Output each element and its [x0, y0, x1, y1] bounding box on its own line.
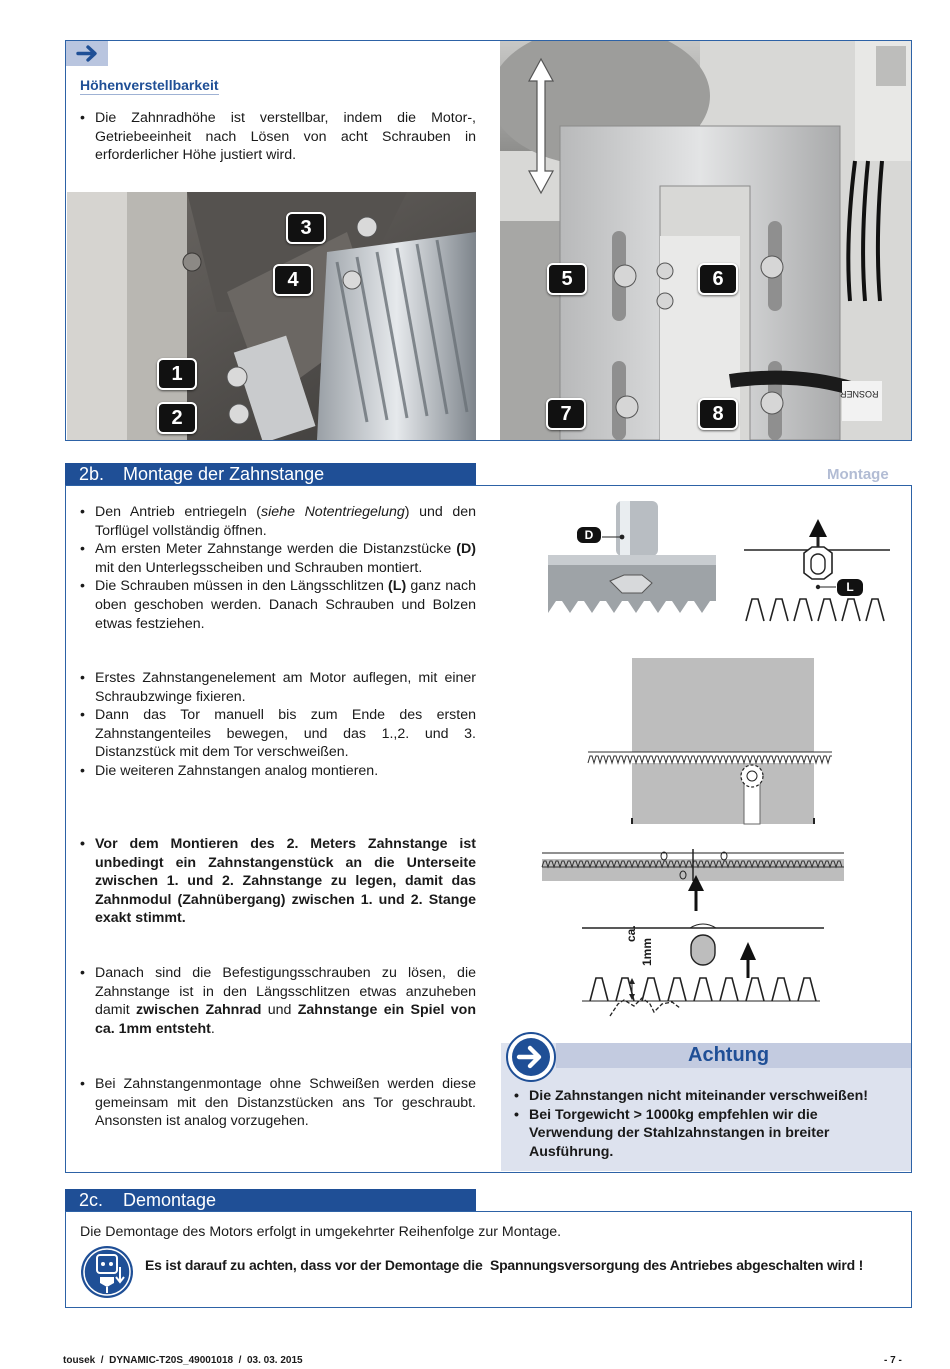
mount-bullets-4: [66, 964, 476, 1038]
demontage-warning: Es ist darauf zu achten, dass vor der Demontage die Spannungsversorgung des Antriebes abgeschalten wird !: [145, 1257, 864, 1273]
photo-label-7: 7: [546, 398, 586, 430]
mount-bullets-5: [66, 1075, 476, 1131]
arrow-tab-icon: [66, 41, 108, 66]
section-2c-title: Demontage: [123, 1190, 217, 1210]
mount-bullet-2: • Am ersten Meter Zahnstange werden die Distanzstücke (D) mit den Unterlegsscheiben und Schrauben montiert.: [66, 540, 476, 577]
mount-bullet-3: • Die Schrauben müssen in den Längsschlitzen (L) ganz nach oben geschoben werden. Danach Schrauben und Bolzen etwas festziehen.: [66, 577, 476, 633]
label-1mm: 1mm: [640, 937, 654, 966]
photo-motor-plate: [500, 41, 911, 440]
mount-bullets-3: [66, 835, 476, 928]
section-2b-number: 2b.: [79, 464, 105, 484]
mount-bullet-4: • Erstes Zahnstangenelement am Motor auflegen, mit einer Schraubzwinge fixieren.: [66, 669, 476, 706]
footer-page-number: - 7 -: [884, 1355, 902, 1366]
photo-label-6: 6: [698, 263, 738, 295]
rack-gap-diagram: [580, 920, 830, 1035]
heading-hoehenverstellbarkeit: Höhenverstellbarkeit: [80, 77, 219, 93]
photo-label-4: 4: [273, 264, 313, 296]
photo-label-5: 5: [547, 263, 587, 295]
section-2b-tag: Montage: [827, 466, 889, 483]
achtung-list: [500, 1087, 900, 1161]
achtung-item-1: • Die Zahnstangen nicht miteinander verschweißen!: [500, 1087, 900, 1106]
rack-joint-diagram: [540, 845, 848, 913]
photo-rack-spacer: [548, 497, 716, 629]
mount-bullet-5: • Dann das Tor manuell bis zum Ende des ersten Zahnstangenteiles bewegen, und das 1.,2. und 3. Distanzstück mit dem Tor verschweißen.: [66, 706, 476, 762]
photo-label-1: 1: [157, 358, 197, 390]
mount-bullet-8: • Danach sind die Befestigungsschrauben zu lösen, die Zahnstange ist in den Längsschlitzen etwas anzuheben damit zwischen Zahnrad und Zahnstange ein Spiel von ca. 1mm entsteht.: [66, 964, 476, 1038]
mount-bullet-7: • Vor dem Montieren des 2. Meters Zahnstange ist unbedingt ein Zahnstangenstück an die Unterseite zwischen 1. und 2. Zahnstange zu legen, damit das Zahnmodul (Zahnübergang) zwischen 1. und 2. Stange exakt stimmt.: [66, 835, 476, 928]
label-ca: ca.: [624, 925, 638, 942]
label-L: L: [836, 578, 864, 597]
achtung-arrow-icon: [505, 1031, 557, 1083]
slot-diagram-L: [742, 517, 892, 625]
photo-gear-screws: [67, 192, 476, 440]
mount-bullet-6: • Die weiteren Zahnstangen analog montieren.: [66, 762, 476, 781]
mount-bullets-2: [66, 669, 476, 781]
gate-rack-diagram: [580, 658, 840, 828]
footer-doc-info: tousek / DYNAMIC-T20S_49001018 / 03. 03. 2015: [63, 1355, 303, 1366]
height-bullets: [66, 109, 476, 165]
mount-bullet-9: • Bei Zahnstangenmontage ohne Schweißen werden diese gemeinsam mit den Distanzstücken ans Tor geschraubt. Ansonsten ist analog vorzugehen.: [66, 1075, 476, 1131]
achtung-title: Achtung: [688, 1044, 770, 1066]
mount-bullet-1: • Den Antrieb entriegeln (siehe Notentriegelung) und den Torflügel vollständig öffnen.: [66, 503, 476, 540]
section-2b-title: Montage der Zahnstange: [123, 464, 325, 484]
photo2-sticker-label: ROSNER: [840, 389, 879, 399]
photo-label-3: 3: [286, 212, 326, 244]
photo-label-2: 2: [157, 402, 197, 434]
photo-label-8: 8: [698, 398, 738, 430]
section-2b-header: [65, 463, 476, 485]
demontage-text: Die Demontage des Motors erfolgt in umgekehrter Reihenfolge zur Montage.: [80, 1224, 562, 1240]
mount-bullets-1: [66, 503, 476, 633]
height-bullet-1: • Die Zahnradhöhe ist verstellbar, indem die Motor-, Getriebeeinheit nach Lösen von acht Schrauben in erforderlicher Höhe justiert wird.: [66, 109, 476, 165]
power-unplug-icon: [80, 1245, 134, 1299]
label-D: D: [576, 526, 602, 544]
achtung-item-2: • Bei Torgewicht > 1000kg empfehlen wir die Verwendung der Stahlzahnstangen in breiter Ausführung.: [500, 1106, 900, 1162]
section-2c-number: 2c.: [79, 1190, 104, 1210]
section-2c-header: [65, 1189, 476, 1211]
